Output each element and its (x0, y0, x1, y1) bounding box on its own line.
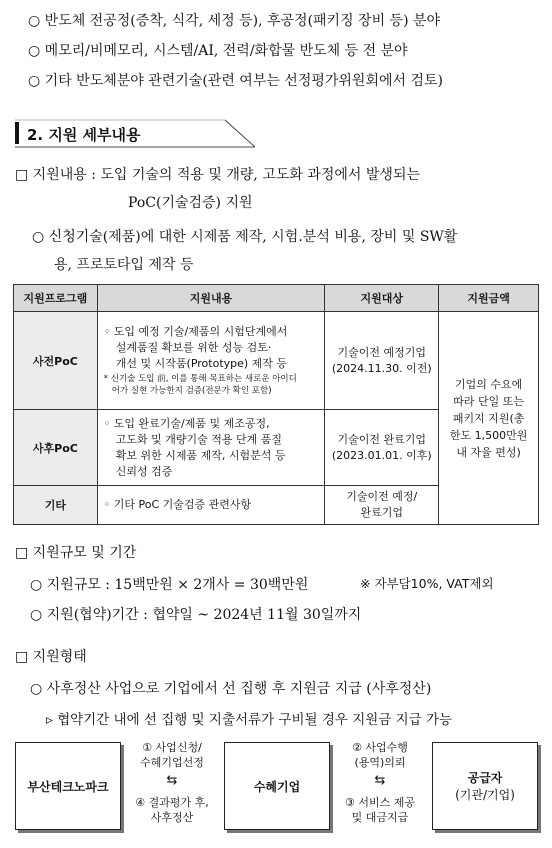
intro-bullet-3: ○ 기타 반도체분야 관련기술(관련 여부는 선정평가위원회에서 검토) (28, 73, 443, 89)
flow-step-3-line: 및 대금지급 (351, 811, 409, 824)
amount-cell (439, 312, 539, 525)
support-sub-bullet-cont: 용, 프로토타입 제작 등 (54, 257, 194, 273)
content-line: 신뢰성 검증 (115, 464, 173, 478)
target-line: (2023.01.01. 이후) (331, 448, 432, 462)
target-line: 완료기업 (360, 506, 403, 519)
scale-line-2: ○ 지원(협약)기간 : 협약일 ~ 2024년 11월 30일까지 (30, 607, 362, 623)
target-line: (2024.11.30. 이전) (331, 361, 432, 375)
content-line: 설계품질 확보를 위한 성능 검토· (115, 341, 272, 354)
section-heading (15, 118, 255, 148)
table-row (14, 312, 539, 410)
flow-step-1-line: ① 사업신청/ (142, 741, 202, 754)
program-cell: 사후PoC (14, 410, 98, 486)
flow-step-4-line: 사후정산 (150, 811, 194, 824)
flow-step-2-line: (용역)의뢰 (354, 756, 406, 769)
intro-bullet-2: ○ 메모리/비메모리, 시스템/AI, 전력/화합물 반도체 등 전 분야 (28, 43, 408, 59)
arrow-icon: ⇆ (166, 773, 178, 788)
content-cell (97, 410, 325, 486)
target-line: 기술이전 예정기업 (337, 345, 426, 359)
support-sub-bullet: ○ 신청기술(제품)에 대한 시제품 제작, 시험․분석 비용, 장비 및 SW활 (32, 229, 458, 245)
content-line: 개선 및 시작품(Prototype) 제작 등 (115, 357, 288, 370)
table-header-row (14, 285, 539, 312)
content-line: 고도화 및 개량기술 적용 단계 품질 (115, 432, 283, 446)
flow-box-beneficiary: 수혜기업 (224, 742, 330, 830)
section-heading-bar (15, 122, 19, 144)
target-cell (325, 410, 439, 486)
flow-box-busan-technopark: 부산테크노파크 (15, 742, 121, 830)
form-line-1: ○ 사후정산 사업으로 기업에서 선 집행 후 지원금 지급 (사후정산) (30, 681, 432, 697)
table-header: 지원프로그램 (14, 285, 98, 312)
flow-step-2-line: ② 사업수행 (352, 741, 408, 754)
amount-line: 기업의 수요에 (454, 377, 523, 391)
form-line-2: ▹ 협약기간 내에 선 집행 및 지출서류가 구비될 경우 지원금 지급 가능 (46, 712, 453, 728)
table-header: 지원금액 (439, 285, 539, 312)
flow-step-2 (331, 740, 429, 770)
arrow-icon: ⇆ (374, 773, 386, 788)
flow-step-4 (123, 795, 221, 825)
amount-line: 한도 1,500만원 (449, 428, 528, 442)
support-content-label-cont: PoC(기술검증) 지원 (128, 195, 253, 211)
content-line: 확보 위한 시제품 제작, 시험분석 등 (115, 448, 286, 462)
table-header: 지원내용 (97, 285, 325, 312)
content-cell (97, 486, 325, 525)
amount-line: 따라 단일 또는 (453, 394, 524, 408)
flow-step-1 (123, 740, 221, 770)
content-line: ◦ 기타 PoC 기술검증 관련사항 (103, 498, 252, 511)
flow-step-1-line: 수혜기업선정 (140, 756, 204, 769)
content-line: ◦ 도입 예정 기술/제품의 시험단계에서 (103, 325, 288, 338)
content-line: ◦ 도입 완료기술/제품 및 제조공정, (103, 416, 270, 430)
scale-title: □ 지원규모 및 기간 (15, 545, 137, 561)
note-line: * 신기술 도입 前, 이를 통해 목표하는 새로운 아이디 (103, 374, 297, 384)
flow-step-4-line: ④ 결과평가 후, (135, 796, 209, 809)
form-title: □ 지원형태 (15, 649, 87, 665)
program-cell: 사전PoC (14, 312, 98, 410)
note-line: 어가 실현 가능한지 검증(전문가 확인 포함) (111, 386, 272, 396)
intro-bullet-1: ○ 반도체 전공정(증착, 식각, 세정 등), 후공정(패키징 장비 등) 분야 (28, 13, 441, 29)
target-cell (325, 486, 439, 525)
scale-line-1-note: ※ 자부담10%, VAT제외 (360, 576, 494, 591)
target-line: 기술이전 완료기업 (337, 432, 426, 446)
supplier-subtitle: (기관/기업) (455, 788, 515, 802)
support-table (13, 284, 539, 525)
amount-line: 패키지 지원(총 (452, 411, 525, 425)
supplier-title: 공급자 (467, 771, 503, 785)
support-content-label: □ 지원내용 : 도입 기술의 적용 및 개량, 고도화 과정에서 발생되는 (15, 167, 420, 183)
table-header: 지원대상 (325, 285, 439, 312)
section-title: 2. 지원 세부내용 (27, 126, 141, 144)
flow-box-supplier (432, 742, 538, 830)
flow-step-3-line: ③ 서비스 제공 (345, 796, 415, 809)
scale-line-1: ○ 지원규모 : 15백만원 × 2개사 = 30백만원 (30, 577, 309, 593)
amount-line: 내 자율 편성) (456, 445, 521, 459)
content-cell (97, 312, 325, 410)
flow-step-3 (331, 795, 429, 825)
target-line: 기술이전 예정/ (346, 490, 418, 503)
program-cell: 기타 (14, 486, 98, 525)
target-cell (325, 312, 439, 410)
